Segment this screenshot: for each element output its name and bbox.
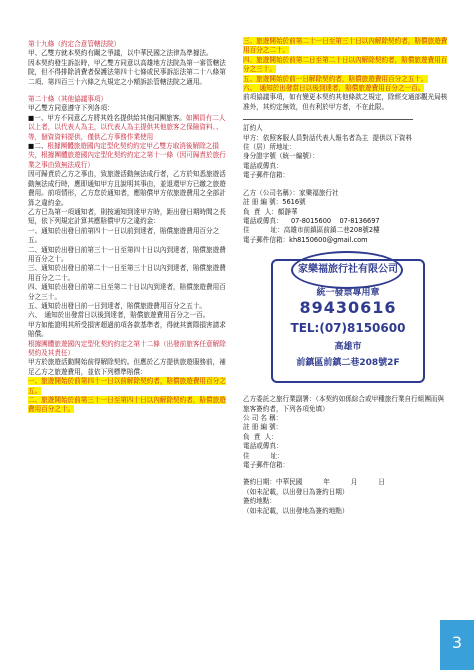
company-seal: [271, 251, 431, 391]
party-b-phone: 電話或傳真： 07-8015600 07-8136697: [243, 216, 380, 225]
party-b-rep: 負 責 人：顏靜華: [243, 207, 298, 216]
seal-box: [271, 259, 425, 383]
compensation-item-6: 六、 通知於出發當日以後到達者，賠償旅遊費用百分之一百。: [28, 311, 210, 320]
seal-company: 家樂福旅行社有限公司: [298, 264, 398, 276]
left-column: [28, 40, 228, 415]
item-2-paragraph-1: 因可歸責於乙方之事由，致旅遊活動無法成行者，乙方於知悉旅遊活動無法成行時，應即通知甲方且說明其事由，並退還甲方已繳之旅遊費用。前項情形，乙方怠於通知者，應賠償甲方依旅遊費用之全部計算之違約金。: [28, 170, 226, 207]
seal-address: 前鎮區前鎮二巷208號2F: [296, 358, 400, 369]
article-12-heading: 根據團體旅遊國內定型化契約約定之第十二條（出發前旅客任意解除契約及其責任）: [28, 339, 226, 357]
party-b-reg: 註 冊 編 號：5616號: [243, 198, 306, 207]
party-a-intro: 甲方：依照客服人員對話代表人報名者為主 提供以下資料: [243, 133, 413, 142]
article-19-body: 甲、乙雙方就本契約有關之爭議，以中華民國之法律為準據法。 因本契約發生訴訟時，甲乙雙方同意以高雄地方法院為第一審管轄法院，但不得排除消費者保護法第四十七條或民事訴訟法第二十八條第二項、第四百三十六條之九規定之小額訴訟管轄法院之適用。: [28, 49, 226, 86]
right-column: [243, 37, 448, 516]
sign-date: 簽約日期：中華民國 年 月 日: [243, 478, 386, 487]
article-20-title: 第二十條（其他協議事項）: [28, 95, 108, 104]
agent-intro: 乙方委託之旅行業副署：（本契約如係綜合或甲種旅行業自行組團而與旅客簽約者，下列各項免填）: [243, 395, 445, 413]
item-1-text: ■一、甲方不同意乙方將其姓名提供給其他同團旅客。: [28, 113, 186, 122]
seal-city: 高雄市: [334, 342, 362, 353]
agent-phone: 電話或傳真：: [243, 442, 283, 451]
seal-label: 統一發票專用章: [316, 288, 380, 299]
article-20-intro: 甲乙雙方同意遵守下列各項：: [28, 104, 114, 113]
party-b-address: 住 址：高雄市前鎮區前鎮二巷208號2樓: [243, 226, 380, 235]
item-2-marker: ■二、: [28, 142, 48, 151]
agent-address: 住 址：: [243, 451, 284, 460]
agent-rep: 負 責 人：: [243, 432, 278, 441]
compensation-item-4: 四、通知於出發日前第二日至第二十日以內到達者，賠償旅遊費用百分之三十。: [28, 283, 226, 301]
cancel-item-2: [28, 396, 228, 415]
divider: [243, 118, 413, 120]
article-20-item-1: [28, 114, 228, 142]
cancel-item-3-text: 三、旅遊開始於前第二十一日至第三十日以內解除契約者，賠償旅遊費用百分之二十。: [243, 37, 448, 55]
item-2-paragraph-3: 甲方如能證明其所受損害超過前項各款基準者，得就其實際損害請求賠償。: [28, 320, 226, 339]
item-2-red-heading: 根據團體旅遊國內定型化契約約定甲乙雙方取消後解除之損失，根據團體旅遊國內定型化契約約定之第十一條（因可歸責於旅行業之事由致無法成行）: [28, 142, 226, 169]
agent-company: 公 司 名 稱：: [243, 413, 283, 422]
sign-place-note: （如未記載，以出發地為簽約地點）: [243, 506, 349, 515]
sign-date-note: （如未記載，以出發日為簽約日期）: [243, 487, 349, 496]
article-19-title: 第十九條（約定合意管轄法院）: [28, 40, 121, 48]
compensation-item-2: 二、通知於出發日前第三十一日至第四十日以內到達者，賠償旅遊費用百分之十。: [28, 245, 226, 263]
party-a-phone: 電話或傳真：: [243, 161, 283, 170]
page-number: 3: [440, 620, 474, 670]
cancel-item-4: [243, 56, 448, 75]
party-b-company: 乙方（公司名稱）：家樂福旅行社: [243, 188, 339, 197]
compensation-item-5: 五、通知於出發日前一日到達者，賠償旅遊費用百分之五十。: [28, 301, 207, 310]
compensation-item-1: 一、通知於出發日前第四十一日以前到達者，賠償旅遊費用百分之五。: [28, 226, 220, 245]
cancel-item-3: [243, 37, 448, 56]
cancel-item-1: [28, 377, 228, 396]
signer-title: 訂約人: [243, 124, 263, 133]
cancel-item-1-text: 一、旅遊開始於前第四十一日以前解除契約者，賠償旅遊費用百分之五。: [28, 377, 226, 395]
party-b-email: 電子郵件信箱：kh8150600@gmail.com: [243, 235, 368, 244]
seal-number: 89430616: [299, 298, 397, 318]
sign-place: 簽約地點：: [243, 497, 276, 506]
item-2-paragraph-2: 乙方已為第一項通知者，則按通知到達甲方時，距出發日期時間之長短，依下列規定計算其應賠償甲方之違約金：: [28, 207, 226, 226]
agent-reg: 註 冊 編 號：: [243, 423, 283, 432]
party-a-email: 電子郵件信箱：: [243, 171, 290, 180]
seal-tel: TEL:(07)8150600: [290, 321, 406, 336]
party-a-id: 身分證字號（統一編號）：: [243, 152, 319, 161]
cancel-item-5: [243, 75, 448, 84]
agent-email: 電子郵件信箱：: [243, 460, 290, 469]
cancel-item-5-text: 五、旅遊開始於前一日解除契約者，賠償旅遊費用百分之五十。: [243, 74, 428, 83]
item-1-red-note: 如團員有二人以上者，以代表人為主，以代表人為主提供其他旅客之保險資料、、等，個資資料提供，僅供乙方事務作業使用: [28, 113, 226, 141]
party-a-address: 住（居）所地址：: [243, 143, 296, 152]
cancel-item-2-text: 二、旅遊開始於前第三十一日至第四十日以內解除契約者，賠償旅遊費用百分之十。: [28, 396, 226, 414]
article-20-item-2: [28, 142, 228, 170]
compensation-item-3: 三、通知於出發日前第二十一日至第三十日以內到達者，賠償旅遊費用百分之二十。: [28, 264, 226, 282]
cancel-item-6-text: 六、 通知於出發當日以後到達者，賠償旅遊費用百分之一百。: [243, 84, 425, 93]
agreement-note: 前項協議事項，如有變更本契約其他條款之規定，除經交通部觀光局核准外，其約定無效，但有利於甲方者，不在此限。: [243, 93, 448, 111]
article-12-body: 甲方於旅遊活動開始前得解除契約。但應於乙方提供旅遊服務前，補足乙方之旅遊費用，並依下列標準賠償：: [28, 358, 226, 376]
cancel-item-4-text: 四、旅遊開始於前第二日至第二十日以內解除契約者，賠償旅遊費用百分之三十。: [243, 55, 448, 74]
